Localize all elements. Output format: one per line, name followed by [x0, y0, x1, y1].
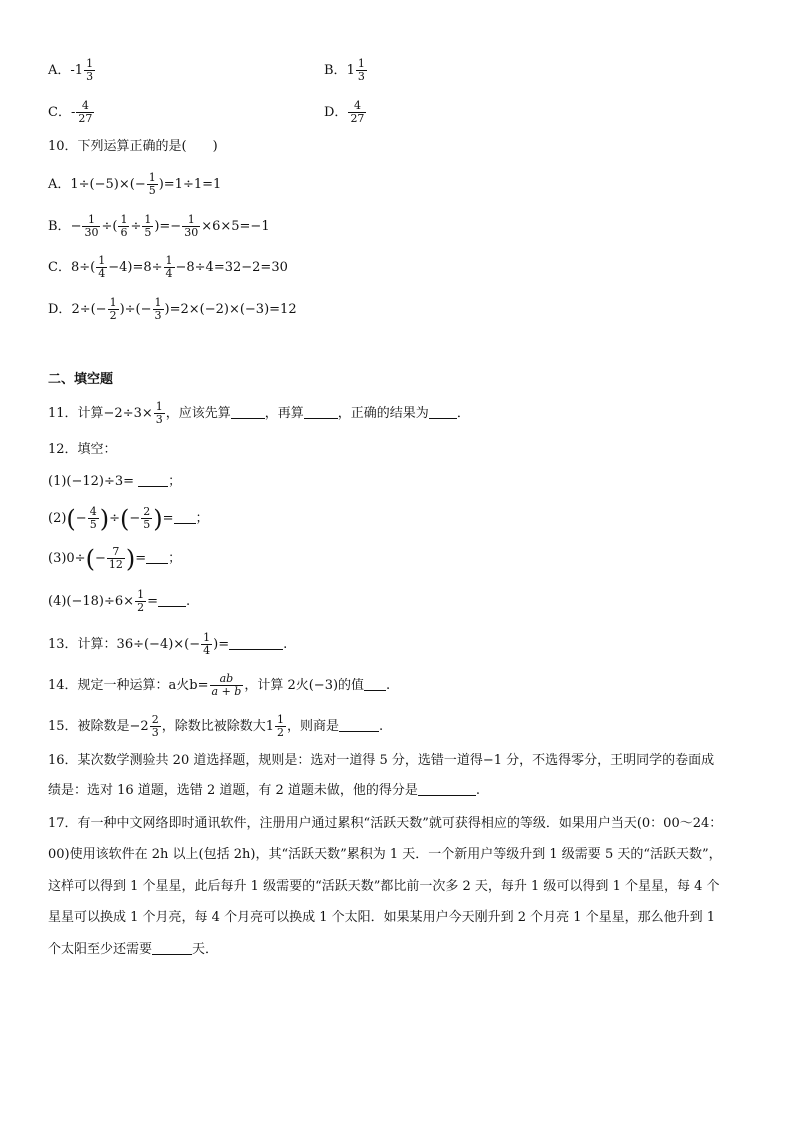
- answer-blank[interactable]: [146, 549, 168, 564]
- q9-option-b: B．1 $\frac{1}{3}$: [324, 57, 365, 83]
- q10-option-c: C．8÷( $\frac{1}{4}$ −4)=8÷ $\frac{1}{4}$ −8÷4=32−2=30: [48, 254, 288, 280]
- answer-blank[interactable]: [429, 404, 457, 419]
- q13: 13．计算：36÷(−4)×(− $\frac{1}{4}$ )= .: [48, 631, 288, 657]
- answer-blank[interactable]: [174, 509, 196, 524]
- fraction: $\frac{1}{6}$: [120, 213, 128, 239]
- fraction: $\frac{1}{3}$: [357, 57, 365, 83]
- q17-line-4: 星星可以换成 1 个月亮，每 4 个月亮可以换成 1 个太阳．如果某用户今天刚升到 2 个月亮 1 个星星，那么他升到 1: [48, 910, 716, 925]
- q11: 11．计算−2÷3× $\frac{1}{3}$ ，应该先算 ，再算 ，正确的结果为 ．: [48, 400, 470, 426]
- q9-option-a: A．-1 $\frac{1}{3}$: [48, 57, 94, 83]
- q14: 14．规定一种运算：a火b= $\frac{ab}{a + b}$ ，计算 2火(−3)的值 .: [48, 672, 391, 698]
- q17-line-5: 个太阳至少还需要 天．: [48, 942, 219, 957]
- q12-sub-1: (1)(−12)÷3= ；: [48, 474, 182, 489]
- fraction: $\frac{1}{2}$: [109, 296, 117, 322]
- q15: 15．被除数是−2 $\frac{2}{3}$ ，除数比被除数大1 $\frac{1}{2}$ ，则商是 .: [48, 713, 384, 739]
- q12-sub-4: (4)(−18)÷6× $\frac{1}{2}$ = .: [48, 588, 191, 614]
- fraction: $\frac{4}{27}$: [350, 99, 365, 125]
- fraction: $\frac{1}{2}$: [137, 588, 145, 614]
- section-title: 二、填空题: [48, 372, 114, 387]
- q17-line-1: 17．有一种中文网络即时通讯软件，注册用户通过累积“活跃天数”就可获得相应的等级．如果用户当天(0：00～24：: [48, 816, 723, 831]
- answer-blank[interactable]: [229, 635, 283, 650]
- fraction: $\frac{1}{30}$: [184, 213, 199, 239]
- q10-option-d: D．2÷(− $\frac{1}{2}$ )÷(− $\frac{1}{3}$ )=2×(−2)×(−3)=12: [48, 296, 297, 322]
- q12-sub-2: (2)(− $\frac{4}{5}$ )÷(− $\frac{2}{5}$ )= ；: [48, 504, 209, 533]
- q17-line-3: 这样可以得到 1 个星星，此后每升 1 级需要的“活跃天数”都比前一次多 2 天，每升 1 级可以得到 1 个星星，每 4 个: [48, 879, 720, 894]
- fraction: $\frac{1}{30}$: [84, 213, 99, 239]
- q10-stem: 10．下列运算正确的是( ): [48, 139, 218, 154]
- answer-blank[interactable]: [418, 781, 476, 796]
- fraction: $\frac{7}{12}$: [108, 545, 123, 571]
- fraction: $\frac{1}{5}$: [148, 171, 156, 197]
- fraction: $\frac{4}{5}$: [89, 505, 97, 531]
- fraction: $\frac{4}{27}$: [78, 99, 93, 125]
- fraction: $\frac{2}{3}$: [151, 713, 159, 739]
- q16-line-2: 绩是：选对 16 道题，选错 2 道题，有 2 道题未做，他的得分是 .: [48, 783, 481, 798]
- fraction: $\frac{1}{3}$: [86, 57, 94, 83]
- fraction: $\frac{1}{2}$: [277, 713, 284, 739]
- q17-line-2: 00)使用该软件在 2h 以上(包括 2h)，其“活跃天数”累积为 1 天．一个新用户等级升到 1 级需要 5 天的“活跃天数”，: [48, 847, 722, 862]
- answer-blank[interactable]: [138, 472, 168, 487]
- fraction: $\frac{1}{3}$: [155, 400, 163, 426]
- fraction: $\frac{ab}{a + b}$: [211, 672, 242, 698]
- fraction: $\frac{1}{5}$: [144, 213, 152, 239]
- q9-option-c: C．- $\frac{4}{27}$: [48, 99, 93, 125]
- answer-blank[interactable]: [152, 940, 192, 955]
- q12-stem: 12．填空：: [48, 442, 117, 457]
- q10-option-a: A．1÷(−5)×(− $\frac{1}{5}$ )=1÷1=1: [48, 171, 222, 197]
- q12-sub-3: (3)0÷(− $\frac{7}{12}$ )= ；: [48, 544, 182, 573]
- q9-option-d: D． $\frac{4}{27}$: [324, 99, 365, 125]
- fraction: $\frac{1}{4}$: [165, 254, 173, 280]
- fraction: $\frac{1}{3}$: [154, 296, 162, 322]
- answer-blank[interactable]: [304, 404, 338, 419]
- answer-blank[interactable]: [339, 717, 379, 732]
- fraction: $\frac{1}{4}$: [98, 254, 106, 280]
- answer-blank[interactable]: [364, 676, 386, 691]
- q10-option-b: B．− $\frac{1}{30}$ ÷( $\frac{1}{6}$ ÷ $\frac{1}{5}$ )=− $\frac{1}{30}$ ×6×5=−1: [48, 213, 270, 239]
- fraction: $\frac{1}{4}$: [203, 631, 211, 657]
- fraction: $\frac{2}{5}$: [143, 505, 151, 531]
- answer-blank[interactable]: [158, 592, 186, 607]
- q16-line-1: 16．某次数学测验共 20 道选择题，规则是：选对一道得 5 分，选错一道得−1 分，不选得零分，王明同学的卷面成: [48, 753, 715, 768]
- answer-blank[interactable]: [231, 404, 265, 419]
